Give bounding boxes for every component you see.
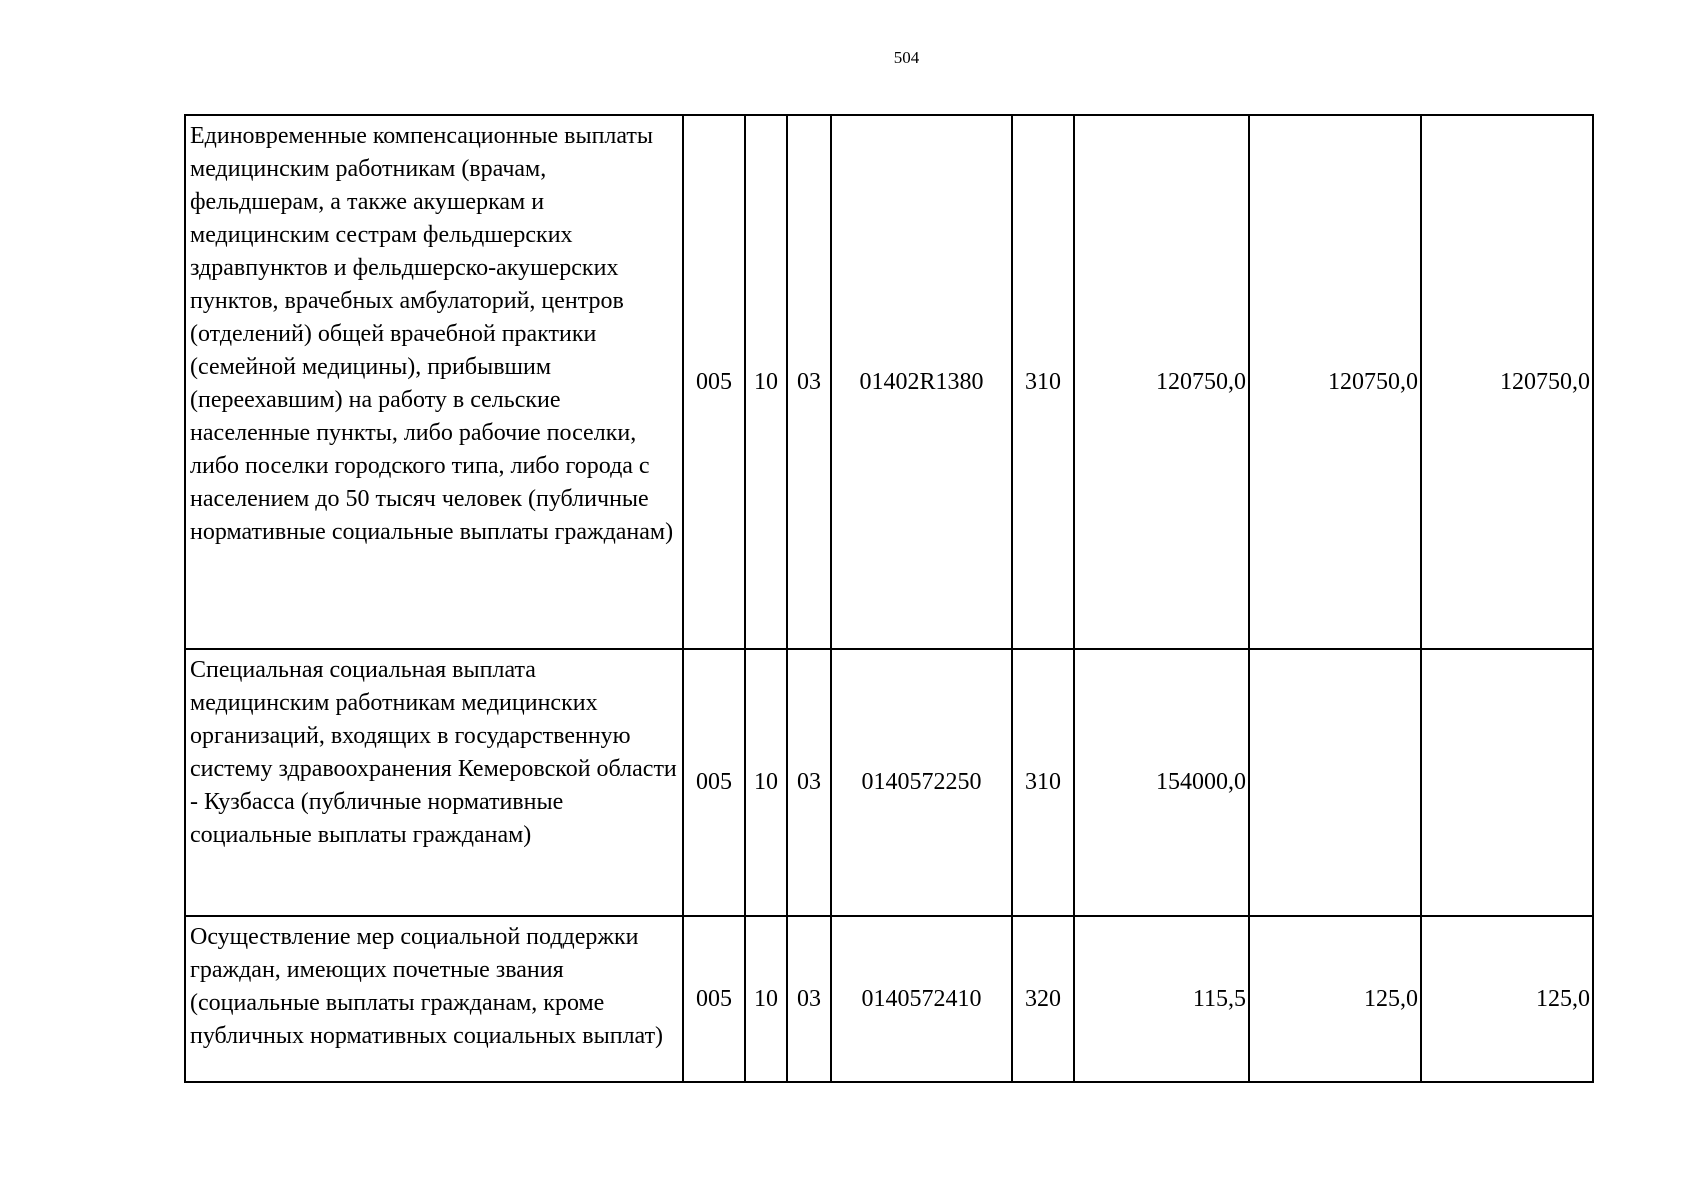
- ministry-code: 005: [683, 115, 745, 649]
- ministry-code: 005: [683, 649, 745, 916]
- amount-2: [1249, 649, 1421, 916]
- amount-1: 154000,0: [1074, 649, 1249, 916]
- row-description: Единовременные компенсационные выплаты медицинским работникам (врачам, фельдшерам, а также акушеркам и медицинским сестрам фельдшерских здравпунктов и фельдшерско-акушерских пунктов, врачебных амбулаторий, центров (отделений) общей врачебной практики (семейной медицины), прибывшим (переехавшим) на работу в сельские населенные пункты, либо рабочие поселки, либо поселки городского типа, либо города с населением до 50 тысяч человек (публичные нормативные социальные выплаты гражданам): [185, 115, 683, 649]
- amount-3: 125,0: [1421, 916, 1593, 1082]
- amount-3: [1421, 649, 1593, 916]
- amount-3: 120750,0: [1421, 115, 1593, 649]
- section-code: 10: [745, 115, 787, 649]
- subsection-code: 03: [787, 115, 831, 649]
- amount-1: 115,5: [1074, 916, 1249, 1082]
- amount-1: 120750,0: [1074, 115, 1249, 649]
- table-row: [185, 916, 1593, 1082]
- expense-type-code: 320: [1012, 916, 1074, 1082]
- budget-table: [184, 114, 1594, 1083]
- subsection-code: 03: [787, 649, 831, 916]
- target-article-code: 0140572250: [831, 649, 1012, 916]
- ministry-code: 005: [683, 916, 745, 1082]
- row-description: Осуществление мер социальной поддержки граждан, имеющих почетные звания (социальные выплаты гражданам, кроме публичных нормативных социальных выплат): [185, 916, 683, 1082]
- section-code: 10: [745, 649, 787, 916]
- table-row: [185, 649, 1593, 916]
- table-row: [185, 115, 1593, 649]
- row-description: Специальная социальная выплата медицинским работникам медицинских организаций, входящих в государственную систему здравоохранения Кемеровской области - Кузбасса (публичные нормативные социальные выплаты гражданам): [185, 649, 683, 916]
- amount-2: 125,0: [1249, 916, 1421, 1082]
- amount-2: 120750,0: [1249, 115, 1421, 649]
- subsection-code: 03: [787, 916, 831, 1082]
- expense-type-code: 310: [1012, 115, 1074, 649]
- page-number: 504: [893, 48, 920, 67]
- section-code: 10: [745, 916, 787, 1082]
- target-article-code: 0140572410: [831, 916, 1012, 1082]
- target-article-code: 01402R1380: [831, 115, 1012, 649]
- expense-type-code: 310: [1012, 649, 1074, 916]
